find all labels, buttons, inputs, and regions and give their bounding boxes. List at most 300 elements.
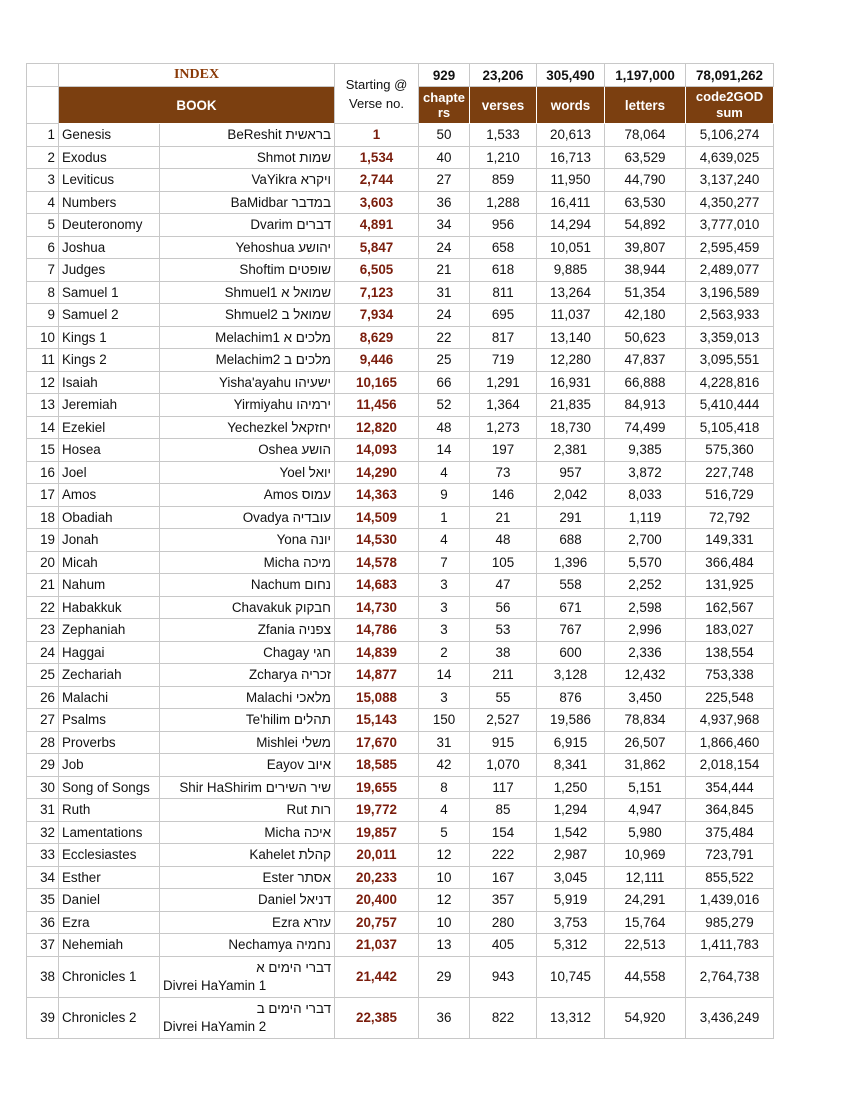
book-number: 7 [27, 259, 59, 282]
table-row [27, 371, 774, 394]
book-number: 27 [27, 709, 59, 732]
chapters-count: 31 [419, 281, 470, 304]
starting-verse: 6,505 [335, 259, 419, 282]
book-name: Song of Songs [59, 776, 160, 799]
letters-count: 84,913 [605, 394, 686, 417]
table-row [27, 146, 774, 169]
hebrew-name-text: דברי הימים א [256, 959, 331, 975]
words-count: 16,713 [537, 146, 605, 169]
table-row [27, 866, 774, 889]
table-row [27, 596, 774, 619]
verses-count: 55 [470, 686, 537, 709]
letters-count: 38,944 [605, 259, 686, 282]
words-count: 2,987 [537, 844, 605, 867]
total-code2god: 78,091,262 [686, 64, 774, 87]
book-number: 16 [27, 461, 59, 484]
verses-count: 1,291 [470, 371, 537, 394]
words-count: 21,835 [537, 394, 605, 417]
verses-count: 38 [470, 641, 537, 664]
code2god-sum: 3,777,010 [686, 214, 774, 237]
starting-verse: 19,772 [335, 799, 419, 822]
hebrew-name: Ezra עזרא [160, 911, 335, 934]
table-row [27, 641, 774, 664]
book-name: Ecclesiastes [59, 844, 160, 867]
letters-count: 78,834 [605, 709, 686, 732]
book-name: Job [59, 754, 160, 777]
book-name: Chronicles 1 [59, 956, 160, 997]
table-row [27, 529, 774, 552]
table-row [27, 394, 774, 417]
starting-verse: 14,509 [335, 506, 419, 529]
starting-verse: 15,088 [335, 686, 419, 709]
hebrew-name: Shmuel1 שמואל א [160, 281, 335, 304]
code2god-sum: 183,027 [686, 619, 774, 642]
hebrew-name: Melachim2 מלכים ב [160, 349, 335, 372]
letters-count: 54,892 [605, 214, 686, 237]
book-number: 18 [27, 506, 59, 529]
hebrew-name: Rut רות [160, 799, 335, 822]
verses-count: 811 [470, 281, 537, 304]
verses-count: 21 [470, 506, 537, 529]
chapters-count: 3 [419, 574, 470, 597]
book-name: Isaiah [59, 371, 160, 394]
book-name: Esther [59, 866, 160, 889]
hebrew-name: Mishlei משלי [160, 731, 335, 754]
letters-count: 5,151 [605, 776, 686, 799]
book-number: 38 [27, 956, 59, 997]
letters-count: 2,996 [605, 619, 686, 642]
code2god-sum: 225,548 [686, 686, 774, 709]
book-name: Nehemiah [59, 934, 160, 957]
book-name: Judges [59, 259, 160, 282]
book-number: 35 [27, 889, 59, 912]
hebrew-name: Shoftim שופטים [160, 259, 335, 282]
words-count: 2,042 [537, 484, 605, 507]
code2god-sum: 149,331 [686, 529, 774, 552]
letters-count: 66,888 [605, 371, 686, 394]
hebrew-name: Nechamya נחמיה [160, 934, 335, 957]
letters-count: 1,119 [605, 506, 686, 529]
hebrew-name: Daniel דניאל [160, 889, 335, 912]
code2god-sum: 5,106,274 [686, 124, 774, 147]
hebrew-name: Melachim1 מלכים א [160, 326, 335, 349]
starting-verse: 18,585 [335, 754, 419, 777]
words-count: 16,411 [537, 191, 605, 214]
book-number: 31 [27, 799, 59, 822]
letters-count: 39,807 [605, 236, 686, 259]
verses-count: 859 [470, 169, 537, 192]
verses-count: 817 [470, 326, 537, 349]
table-row [27, 821, 774, 844]
verses-count: 1,288 [470, 191, 537, 214]
words-count: 11,037 [537, 304, 605, 327]
letters-count: 22,513 [605, 934, 686, 957]
letters-count: 51,354 [605, 281, 686, 304]
hebrew-name: Dvarim דברים [160, 214, 335, 237]
book-name: Ezra [59, 911, 160, 934]
letters-count: 5,570 [605, 551, 686, 574]
number-header-blank [27, 87, 59, 124]
book-name: Lamentations [59, 821, 160, 844]
chapters-count: 24 [419, 236, 470, 259]
code2god-sum: 2,563,933 [686, 304, 774, 327]
code2god-sum: 1,866,460 [686, 731, 774, 754]
starting-verse: 19,655 [335, 776, 419, 799]
words-count: 11,950 [537, 169, 605, 192]
chapters-count: 52 [419, 394, 470, 417]
letters-count: 54,920 [605, 997, 686, 1038]
code2god-sum: 4,350,277 [686, 191, 774, 214]
chapters-count: 29 [419, 956, 470, 997]
chapters-count: 4 [419, 799, 470, 822]
letters-count: 2,336 [605, 641, 686, 664]
letters-count: 10,969 [605, 844, 686, 867]
book-number: 8 [27, 281, 59, 304]
hebrew-name-text: דברי הימים ב [256, 1000, 331, 1016]
chapters-count: 24 [419, 304, 470, 327]
book-number: 37 [27, 934, 59, 957]
starting-verse: 10,165 [335, 371, 419, 394]
chapters-count: 50 [419, 124, 470, 147]
words-header: words [537, 87, 605, 124]
chapters-count: 3 [419, 596, 470, 619]
words-count: 9,885 [537, 259, 605, 282]
verses-count: 48 [470, 529, 537, 552]
hebrew-name: Shir HaShirim שיר השירים [160, 776, 335, 799]
table-row [27, 191, 774, 214]
code2god-sum: 3,095,551 [686, 349, 774, 372]
code2god-sum: 575,360 [686, 439, 774, 462]
letters-count: 2,252 [605, 574, 686, 597]
letters-count: 63,530 [605, 191, 686, 214]
starting-verse: 14,363 [335, 484, 419, 507]
book-name: Malachi [59, 686, 160, 709]
table-row [27, 506, 774, 529]
book-header: BOOK [59, 87, 335, 124]
total-verses: 23,206 [470, 64, 537, 87]
book-name: Joel [59, 461, 160, 484]
corner-cell [27, 64, 59, 87]
letters-count: 42,180 [605, 304, 686, 327]
code2god-sum: 4,228,816 [686, 371, 774, 394]
words-count: 13,312 [537, 997, 605, 1038]
words-count: 10,051 [537, 236, 605, 259]
hebrew-name: Shmot שמות [160, 146, 335, 169]
chapters-count: 1 [419, 506, 470, 529]
hebrew-name [160, 956, 335, 997]
book-name: Zephaniah [59, 619, 160, 642]
code2god-sum: 3,359,013 [686, 326, 774, 349]
starting-verse: 3,603 [335, 191, 419, 214]
starting-verse: 5,847 [335, 236, 419, 259]
verses-count: 167 [470, 866, 537, 889]
words-count: 13,264 [537, 281, 605, 304]
starting-verse: 1 [335, 124, 419, 147]
letters-count: 24,291 [605, 889, 686, 912]
letters-count: 26,507 [605, 731, 686, 754]
words-count: 12,280 [537, 349, 605, 372]
code2god-sum: 4,639,025 [686, 146, 774, 169]
code2god-sum: 364,845 [686, 799, 774, 822]
chapters-count: 8 [419, 776, 470, 799]
book-name: Psalms [59, 709, 160, 732]
table-row [27, 619, 774, 642]
book-number: 1 [27, 124, 59, 147]
code2god-sum: 723,791 [686, 844, 774, 867]
words-count: 3,128 [537, 664, 605, 687]
chapters-count: 2 [419, 641, 470, 664]
hebrew-name: Chavakuk חבקוק [160, 596, 335, 619]
chapters-count: 48 [419, 416, 470, 439]
starting-verse: 1,534 [335, 146, 419, 169]
hebrew-name: Yirmiyahu ירמיהו [160, 394, 335, 417]
book-number: 39 [27, 997, 59, 1038]
hebrew-name: Amos עמוס [160, 484, 335, 507]
chapters-count: 36 [419, 191, 470, 214]
book-number: 21 [27, 574, 59, 597]
hebrew-name: BaMidbar במדבר [160, 191, 335, 214]
book-number: 24 [27, 641, 59, 664]
book-name: Kings 2 [59, 349, 160, 372]
starting-verse: 20,233 [335, 866, 419, 889]
code2god-sum: 162,567 [686, 596, 774, 619]
letters-count: 47,837 [605, 349, 686, 372]
starting-verse: 7,123 [335, 281, 419, 304]
letters-count: 31,862 [605, 754, 686, 777]
words-count: 767 [537, 619, 605, 642]
book-name: Zechariah [59, 664, 160, 687]
chapters-header: chapte rs [419, 87, 470, 124]
hebrew-name: Shmuel2 שמואל ב [160, 304, 335, 327]
starting-verse: 14,578 [335, 551, 419, 574]
code2god-sum: 1,411,783 [686, 934, 774, 957]
words-count: 2,381 [537, 439, 605, 462]
letters-count: 50,623 [605, 326, 686, 349]
hebrew-name [160, 997, 335, 1038]
verses-count: 105 [470, 551, 537, 574]
letters-header: letters [605, 87, 686, 124]
chapters-count: 31 [419, 731, 470, 754]
verses-count: 719 [470, 349, 537, 372]
bible-index-table [26, 63, 774, 1039]
starting-verse: 14,530 [335, 529, 419, 552]
code2god-sum: 227,748 [686, 461, 774, 484]
total-chapters: 929 [419, 64, 470, 87]
letters-count: 12,111 [605, 866, 686, 889]
book-number: 34 [27, 866, 59, 889]
hebrew-name: Yoel יואל [160, 461, 335, 484]
book-number: 9 [27, 304, 59, 327]
book-name: Nahum [59, 574, 160, 597]
table-row [27, 484, 774, 507]
letters-count: 78,064 [605, 124, 686, 147]
chapters-count: 66 [419, 371, 470, 394]
hebrew-name: Te'hilim תהלים [160, 709, 335, 732]
letters-count: 9,385 [605, 439, 686, 462]
table-row [27, 574, 774, 597]
starting-verse: 14,730 [335, 596, 419, 619]
chapters-count: 150 [419, 709, 470, 732]
chapters-count: 14 [419, 439, 470, 462]
code2god-sum: 131,925 [686, 574, 774, 597]
table-row [27, 956, 774, 997]
verses-count: 197 [470, 439, 537, 462]
verses-count: 222 [470, 844, 537, 867]
starting-verse: 8,629 [335, 326, 419, 349]
hebrew-name: Yisha'ayahu ישעיהו [160, 371, 335, 394]
hebrew-name: VaYikra ויקרא [160, 169, 335, 192]
verses-count: 117 [470, 776, 537, 799]
verses-count: 658 [470, 236, 537, 259]
hebrew-name: Kahelet קהלת [160, 844, 335, 867]
verses-count: 405 [470, 934, 537, 957]
table-row [27, 911, 774, 934]
letters-count: 3,450 [605, 686, 686, 709]
hebrew-name: Micha איכה [160, 821, 335, 844]
starting-verse: 11,456 [335, 394, 419, 417]
book-name: Deuteronomy [59, 214, 160, 237]
letters-count: 2,598 [605, 596, 686, 619]
verses-count: 280 [470, 911, 537, 934]
letters-count: 15,764 [605, 911, 686, 934]
letters-count: 63,529 [605, 146, 686, 169]
chapters-count: 25 [419, 349, 470, 372]
verses-count: 1,273 [470, 416, 537, 439]
letters-count: 5,980 [605, 821, 686, 844]
chapters-count: 12 [419, 844, 470, 867]
verses-count: 695 [470, 304, 537, 327]
chapters-count: 5 [419, 821, 470, 844]
chapters-count: 22 [419, 326, 470, 349]
starting-verse: 22,385 [335, 997, 419, 1038]
hebrew-name: Zfania צפניה [160, 619, 335, 642]
starting-verse: 4,891 [335, 214, 419, 237]
book-name: Kings 1 [59, 326, 160, 349]
verses-count: 211 [470, 664, 537, 687]
code2god-sum: 2,764,738 [686, 956, 774, 997]
chapters-count: 14 [419, 664, 470, 687]
chapters-count: 36 [419, 997, 470, 1038]
hebrew-name: Malachi מלאכי [160, 686, 335, 709]
words-count: 1,396 [537, 551, 605, 574]
table-row [27, 304, 774, 327]
code2god-sum: 5,410,444 [686, 394, 774, 417]
book-number: 3 [27, 169, 59, 192]
table-row [27, 124, 774, 147]
book-number: 30 [27, 776, 59, 799]
code2god-sum: 2,489,077 [686, 259, 774, 282]
verses-count: 2,527 [470, 709, 537, 732]
verses-count: 1,364 [470, 394, 537, 417]
words-count: 291 [537, 506, 605, 529]
starting-verse: 14,786 [335, 619, 419, 642]
hebrew-name: Yona יונה [160, 529, 335, 552]
book-name: Daniel [59, 889, 160, 912]
code2god-sum: 985,279 [686, 911, 774, 934]
book-number: 17 [27, 484, 59, 507]
book-name: Ruth [59, 799, 160, 822]
hebrew-name: Yehoshua יהושע [160, 236, 335, 259]
code2god-sum: 138,554 [686, 641, 774, 664]
book-name: Numbers [59, 191, 160, 214]
table-row [27, 844, 774, 867]
letters-count: 74,499 [605, 416, 686, 439]
starting-verse: 20,011 [335, 844, 419, 867]
words-count: 20,613 [537, 124, 605, 147]
code2god-sum: 753,338 [686, 664, 774, 687]
book-number: 15 [27, 439, 59, 462]
table-row [27, 461, 774, 484]
words-count: 19,586 [537, 709, 605, 732]
verses-count: 618 [470, 259, 537, 282]
hebrew-name: Ovadya עובדיה [160, 506, 335, 529]
table-row [27, 934, 774, 957]
book-number: 22 [27, 596, 59, 619]
hebrew-name: Eayov איוב [160, 754, 335, 777]
book-name: Ezekiel [59, 416, 160, 439]
book-name: Jeremiah [59, 394, 160, 417]
words-count: 5,919 [537, 889, 605, 912]
book-number: 10 [27, 326, 59, 349]
table-row [27, 731, 774, 754]
chapters-count: 12 [419, 889, 470, 912]
code2god-sum: 855,522 [686, 866, 774, 889]
table-row [27, 889, 774, 912]
verses-count: 73 [470, 461, 537, 484]
code2god-sum: 354,444 [686, 776, 774, 799]
table-row [27, 259, 774, 282]
total-letters: 1,197,000 [605, 64, 686, 87]
code2god-sum: 4,937,968 [686, 709, 774, 732]
book-number: 5 [27, 214, 59, 237]
starting-verse: 12,820 [335, 416, 419, 439]
table-row [27, 709, 774, 732]
book-name: Samuel 1 [59, 281, 160, 304]
starting-verse: 17,670 [335, 731, 419, 754]
book-number: 6 [27, 236, 59, 259]
book-name: Joshua [59, 236, 160, 259]
verses-count: 943 [470, 956, 537, 997]
letters-count: 12,432 [605, 664, 686, 687]
code2god-sum: 366,484 [686, 551, 774, 574]
table-row [27, 281, 774, 304]
chapters-count: 4 [419, 529, 470, 552]
starting-verse: 20,757 [335, 911, 419, 934]
hebrew-name: BeReshit בראשית [160, 124, 335, 147]
chapters-count: 21 [419, 259, 470, 282]
words-count: 16,931 [537, 371, 605, 394]
table-row [27, 551, 774, 574]
verses-count: 956 [470, 214, 537, 237]
code2god-sum: 72,792 [686, 506, 774, 529]
starting-verse: 21,442 [335, 956, 419, 997]
table-row [27, 214, 774, 237]
starting-verse: 14,877 [335, 664, 419, 687]
book-name: Obadiah [59, 506, 160, 529]
table-row [27, 776, 774, 799]
hebrew-name: Micha מיכה [160, 551, 335, 574]
starting-verse: 7,934 [335, 304, 419, 327]
book-name: Haggai [59, 641, 160, 664]
code2god-sum: 2,018,154 [686, 754, 774, 777]
verses-count: 47 [470, 574, 537, 597]
chapters-count: 3 [419, 619, 470, 642]
table-row [27, 349, 774, 372]
letters-count: 8,033 [605, 484, 686, 507]
table-row [27, 169, 774, 192]
transliteration-text: Divrei HaYamin 1 [163, 977, 267, 993]
words-count: 18,730 [537, 416, 605, 439]
